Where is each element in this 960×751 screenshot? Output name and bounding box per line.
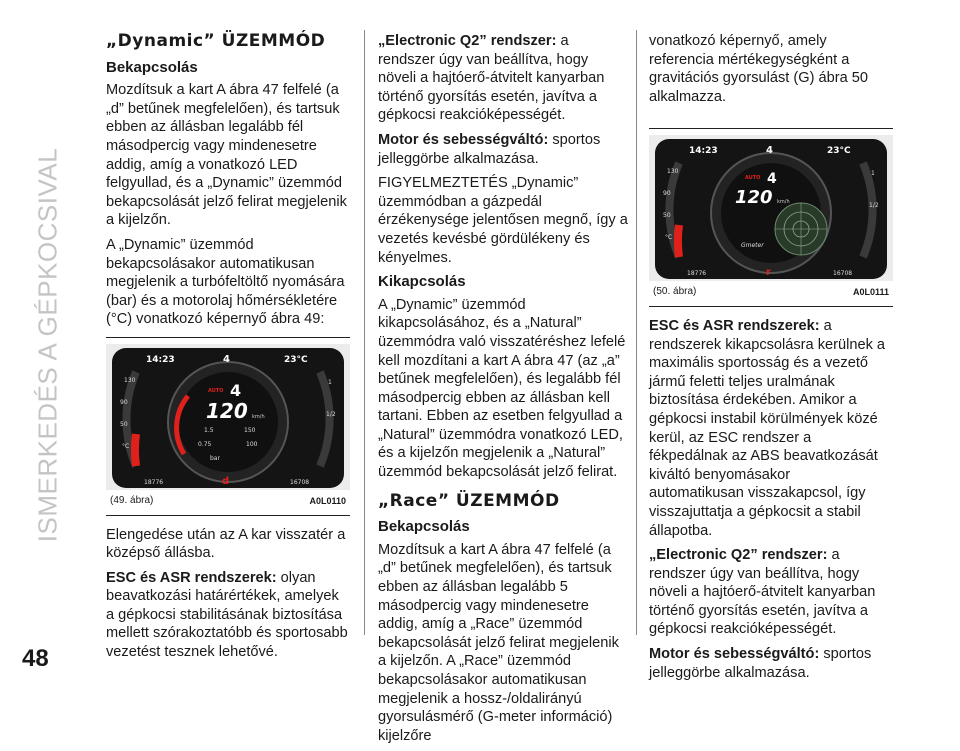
lead-label: Motor és sebességváltó: xyxy=(378,131,549,148)
speed-unit: km/h xyxy=(777,199,790,206)
odometer-left: 18776 xyxy=(144,478,164,486)
lead-label: „Electronic Q2” rendszer: xyxy=(378,33,557,49)
odometer-right: 16708 xyxy=(833,270,853,278)
speed-readout: 120 xyxy=(206,398,248,423)
figure-caption: (49. ábra) xyxy=(110,494,154,506)
deactivation-subheading: Kikapcsolás xyxy=(378,273,466,291)
clock-readout: 14:23 xyxy=(689,146,718,157)
figure-49 xyxy=(106,337,350,516)
figure-code: A0L0111 xyxy=(852,287,889,298)
speed-unit: km/h xyxy=(252,413,265,420)
tick-label: 90 xyxy=(120,398,128,406)
paragraph xyxy=(649,546,889,639)
warning-paragraph: FIGYELMEZTETÉS „Dynamic” üzemmódban a gázpedál érzékenysége jelentősen megnő, így a vezetés kevésbé gördülékeny és kényelmes. xyxy=(378,175,628,266)
oil-temp-value: 100 xyxy=(246,440,258,448)
auto-label: AUTO xyxy=(745,175,761,182)
odometer-right: 16708 xyxy=(290,478,310,486)
gear-indicator: 4 xyxy=(223,353,230,365)
paragraph xyxy=(378,32,628,125)
tick-label: 90 xyxy=(663,190,671,198)
dashboard-display-race xyxy=(649,135,893,281)
drive-mode-letter: d xyxy=(222,475,230,487)
odometer-left: 18776 xyxy=(687,270,707,278)
lead-label: „Electronic Q2” rendszer: xyxy=(649,547,828,564)
column-divider-2 xyxy=(636,30,637,635)
speed-readout: 120 xyxy=(735,187,773,209)
paragraph xyxy=(649,645,889,682)
paragraph: A „Dynamic” üzemmód kikapcsolásához, és a „Natural” üzemmódra való visszatéréshez lefelé kell mozdítani a kart A ábra 47 (az „a” betűnek megfelelően), és legalább fél másodpercig ebben az állásban kell tartani. Ebben az esetben felgyullad a „Natural” üzemmódra vonatkozó LED, és a kijelzőn megjelenik a „Natural” üzemmód bekapcsolását jelző felirat. xyxy=(378,296,626,481)
gear-big: 4 xyxy=(230,380,242,400)
section-side-title: ISMERKEDÉS A GÉPKOCSIVAL xyxy=(32,147,63,543)
tick-label: 50 xyxy=(663,212,671,220)
gear-indicator: 4 xyxy=(766,145,773,157)
figure-code: A0L0110 xyxy=(309,495,346,506)
paragraph: Mozdítsuk a kart A ábra 47 felfelé (a „d” betűnek megfelelően), és tartsuk ebben az állásban legalább fél másodpercig vagy mindenesetre addig, amíg a vonatkozó LED felgyullad, és a „Dynamic” üzemmód bekapcsolását jelző felirat megjelenik a kijelzőn. xyxy=(106,82,347,229)
paragraph: A „Dynamic” üzemmód bekapcsolásakor automatikusan megjelenik a turbófeltöltő nyomására (bar) és a motorolaj hőmérsékletére (°C) vonatkozó képernyő ábra 49: xyxy=(106,236,345,328)
boost-value: 0.75 xyxy=(198,440,212,448)
gear-big: 4 xyxy=(767,171,777,188)
tick-label: 1 xyxy=(871,170,875,178)
figure-50 xyxy=(649,128,893,307)
lead-label: ESC és ASR rendszerek: xyxy=(649,317,820,334)
paragraph xyxy=(378,131,628,168)
outside-temp: 23°C xyxy=(284,354,308,365)
paragraph: vonatkozó képernyő, amely referencia mértékegységként a gravitációs gyorsulást (G) ábra 50 alkalmazza. xyxy=(649,33,868,105)
paragraph-text: a rendszer úgy van beállítva, hogy növeli a hajtóerő-átvitelt kanyarban történő gyorsítás esetén, javítva a gépkocsi reakcióképességét. xyxy=(649,547,876,638)
clock-readout: 14:23 xyxy=(146,354,175,365)
lead-label: ESC és ASR rendszerek: xyxy=(106,569,277,586)
race-mode-heading: „Race” ÜZEMMÓD xyxy=(378,490,560,511)
activation-subheading: Bekapcsolás xyxy=(106,58,198,76)
auto-label: AUTO xyxy=(208,387,224,394)
dynamic-mode-heading: „Dynamic” ÜZEMMÓD xyxy=(106,31,326,51)
activation-subheading: Bekapcsolás xyxy=(378,518,470,536)
tick-label: °C xyxy=(665,234,673,242)
figure-caption: (50. ábra) xyxy=(653,286,697,298)
drive-mode-letter: r xyxy=(766,267,771,279)
gmeter-label: Gmeter xyxy=(741,242,764,250)
column-3 xyxy=(649,32,889,688)
paragraph: Mozdítsuk a kart A ábra 47 felfelé (a „d” betűnek megfelelően), és tartsuk ebben az állásban legalább 5 másodpercig vagy mindenesetre addig, amíg a „Race” üzemmód bekapcsolását jelző felirat megjelenik a kijelzőn. A „Race” üzemmód bekapcsolásakor automatikusan megjelenik a hossz-/oldalirányú gyorsulásmérő (G-meter információ) kijelzőre xyxy=(378,541,619,744)
outside-temp: 23°C xyxy=(827,146,851,157)
tick-label: 1/2 xyxy=(326,410,336,418)
tick-label: °C xyxy=(122,442,130,450)
boost-value: 1.5 xyxy=(204,426,214,434)
oil-temp-value: 150 xyxy=(244,426,256,434)
paragraph-text: sportos jelleggörbe alkalmazása. xyxy=(378,131,601,167)
tick-label: 1 xyxy=(328,378,332,386)
paragraph-text: olyan beavatkozási határértékek, amelyek a gépkocsi stabilitásának biztosítása mellett szórakoztatóbb és sportosabb vezetést tesznek lehetővé. xyxy=(106,569,348,661)
lead-label: Motor és sebességváltó: xyxy=(649,646,820,663)
tick-label: 1/2 xyxy=(869,202,879,210)
tick-label: 130 xyxy=(124,376,136,384)
tick-label: 50 xyxy=(120,420,128,428)
column-2 xyxy=(378,32,628,751)
paragraph-text: sportos jelleggörbe alkalmazása. xyxy=(649,646,872,681)
page-number: 48 xyxy=(22,645,49,672)
dashboard-display-dynamic xyxy=(106,344,350,490)
column-1 xyxy=(106,32,350,668)
paragraph: Elengedése után az A kar visszatér a középső állásba. xyxy=(106,526,346,562)
paragraph-text: a rendszerek kikapcsolásra kerülnek a maximális sportosság és a vezető jármű feletti teljes uralmának biztosítása érdekében. Amikor a gépkocsi instabil körülmények közé kerül, az ESC rendszer a fékpedálnak az ABS beavatkozását kiváltó benyomásakor automatikusan visszakapcsol, így visszajuttatja a gépkocsit a stabil állapotba. xyxy=(649,317,886,539)
paragraph xyxy=(106,569,350,662)
bar-label: bar xyxy=(210,454,220,462)
paragraph xyxy=(649,317,889,540)
tick-label: 130 xyxy=(667,168,679,176)
paragraph-text: a rendszer úgy van beállítva, hogy növeli a hajtóerő-átvitelt kanyarban történő gyorsítás esetén, javítva a gépkocsi reakcióképességét. xyxy=(378,33,605,124)
column-divider-1 xyxy=(364,30,365,635)
